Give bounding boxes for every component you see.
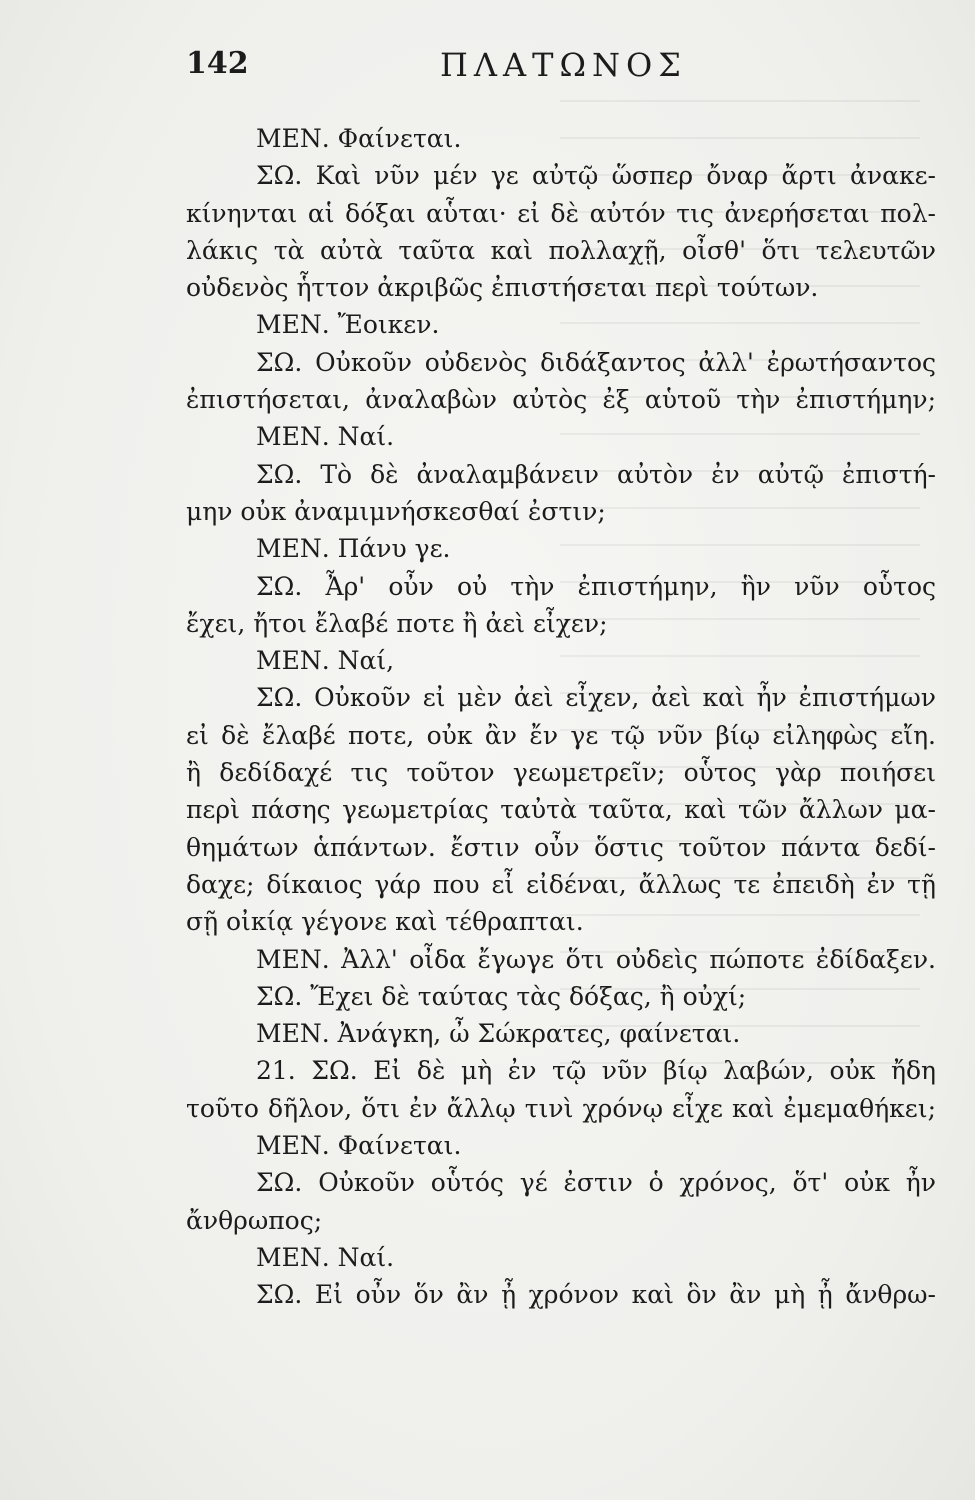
text-line: ΣΩ. Τὸ δὲ ἀναλαμβάνειν αὐτὸν ἐν αὐτῷ ἐπιστή- (256, 459, 936, 489)
text-line: ΜΕΝ. Ναί. (256, 1242, 395, 1272)
text-line: ΜΕΝ. Πάνυ γε. (256, 534, 451, 564)
text-line: εἰ δὲ ἔλαβέ ποτε, οὐκ ἂν ἔν γε τῷ νῦν βίῳ εἰληφὼς εἴη. (186, 720, 936, 750)
text-line: ἄνθρωπος; (186, 1205, 323, 1235)
text-line: οὐδενὸς ἧττον ἀκριβῶς ἐπιστήσεται περὶ τούτων. (186, 273, 819, 303)
dialogue-text (186, 120, 936, 1314)
text-line: δαχε; δίκαιος γάρ που εἶ εἰδέναι, ἄλλως τε ἐπειδὴ ἐν τῇ (186, 869, 936, 899)
text-line: 21. ΣΩ. Εἰ δὲ μὴ ἐν τῷ νῦν βίῳ λαβών, οὐκ ἤδη (256, 1056, 936, 1086)
text-line: ΜΕΝ. Ἀλλ' οἶδα ἔγωγε ὅτι οὐδεὶς πώποτε ἐδίδαξεν. (256, 944, 936, 974)
text-line: ἐπιστήσεται, ἀναλαβὼν αὐτὸς ἐξ αὑτοῦ τὴν ἐπιστήμην; (186, 385, 936, 415)
text-line: μην οὐκ ἀναμιμνήσκεσθαί ἐστιν; (186, 496, 606, 526)
text-line: περὶ πάσης γεωμετρίας ταὐτὰ ταῦτα, καὶ τῶν ἄλλων μα- (186, 795, 936, 825)
text-line: ἢ δεδίδαχέ τις τοῦτον γεωμετρεῖν; οὗτος γὰρ ποιήσει (186, 758, 936, 788)
text-line: ΣΩ. Οὐκοῦν οὗτός γέ ἐστιν ὁ χρόνος, ὅτ' οὐκ ἦν (256, 1168, 936, 1198)
page-number: 142 (186, 46, 249, 81)
text-line: ΣΩ. Εἰ οὖν ὅν ἂν ᾖ χρόνον καὶ ὃν ἂν μὴ ᾖ ἄνθρω- (256, 1280, 936, 1310)
text-line: τοῦτο δῆλον, ὅτι ἐν ἄλλῳ τινὶ χρόνῳ εἶχε καὶ ἐμεμαθήκει; (186, 1093, 936, 1123)
text-line: ΣΩ. Ἆρ' οὖν οὐ τὴν ἐπιστήμην, ἣν νῦν οὗτος (256, 571, 936, 601)
text-line: σῇ οἰκίᾳ γέγονε καὶ τέθραπται. (186, 907, 584, 937)
text-line: ΜΕΝ. Ἀνάγκη, ὦ Σώκρατες, φαίνεται. (256, 1019, 741, 1049)
text-line: θημάτων ἁπάντων. ἔστιν οὖν ὅστις τοῦτον πάντα δεδί- (186, 832, 936, 862)
running-title: ΠΛΑΤΩΝΟΣ (440, 46, 687, 84)
text-line: ΣΩ. Καὶ νῦν μέν γε αὐτῷ ὥσπερ ὄναρ ἄρτι ἀνακε- (256, 161, 936, 191)
text-line: ΣΩ. Οὐκοῦν οὐδενὸς διδάξαντος ἀλλ' ἐρωτήσαντος (256, 347, 936, 377)
text-line: ΜΕΝ. Ναί, (256, 646, 395, 676)
text-line: ΜΕΝ. Ναί. (256, 422, 395, 452)
text-line: ΜΕΝ. Φαίνεται. (256, 124, 462, 153)
text-line: κίνηνται αἱ δόξαι αὗται· εἰ δὲ αὐτόν τις ἀνερήσεται πολ- (186, 198, 936, 228)
text-line: ἔχει, ἤτοι ἔλαβέ ποτε ἢ ἀεὶ εἶχεν; (186, 608, 608, 638)
text-line: ΣΩ. Οὐκοῦν εἰ μὲν ἀεὶ εἶχεν, ἀεὶ καὶ ἦν ἐπιστήμων (256, 683, 936, 713)
page-header (186, 46, 746, 90)
text-line: ΣΩ. Ἔχει δὲ ταύτας τὰς δόξας, ἢ οὐχί; (256, 981, 747, 1011)
text-line: ΜΕΝ. Φαίνεται. (256, 1131, 462, 1161)
text-line: ΜΕΝ. Ἔοικεν. (256, 310, 440, 340)
text-line: λάκις τὰ αὐτὰ ταῦτα καὶ πολλαχῇ, οἶσθ' ὅτι τελευτῶν (186, 235, 936, 265)
